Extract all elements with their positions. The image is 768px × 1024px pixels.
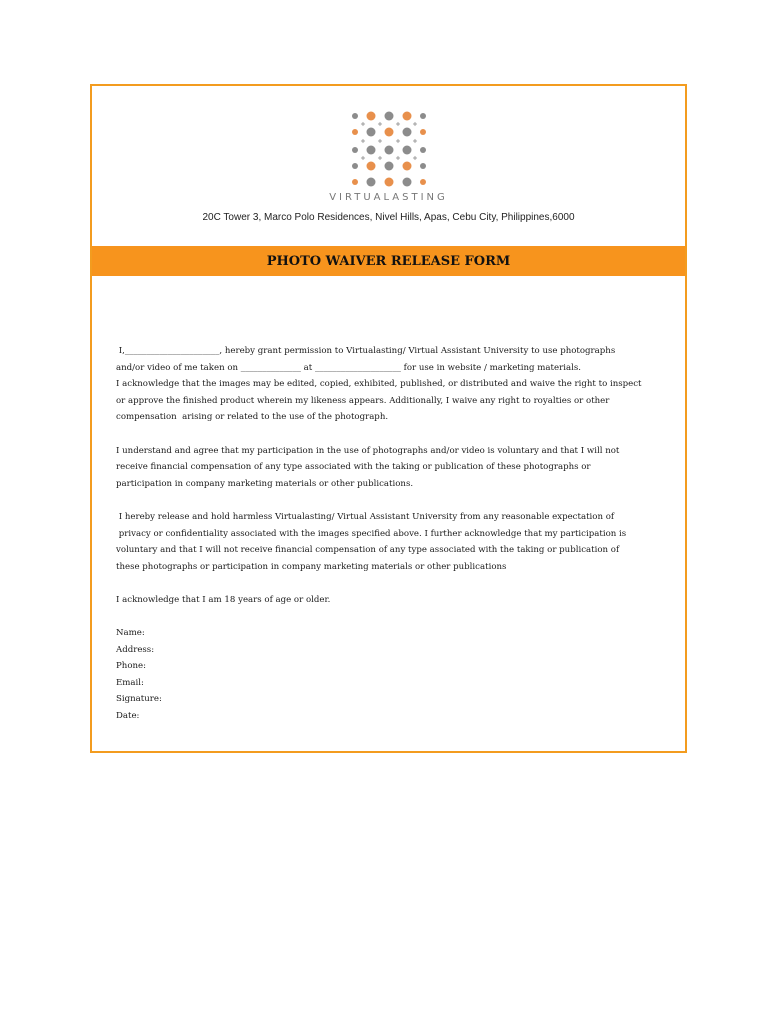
text-line: receive financial compensation of any type associated with the taking or publication of these photographs or (116, 462, 591, 473)
address-field-label: Address: (116, 644, 155, 655)
release-paragraph (116, 509, 655, 575)
text-line: compensation arising or related to the use of the photograph. (116, 412, 389, 423)
logo-dot (352, 147, 358, 153)
logo-diamond (360, 122, 364, 126)
logo-dot (384, 112, 393, 121)
logo-dot (352, 129, 358, 135)
text-line: I understand and agree that my participation in the use of photographs and/or video is voluntary and that I will not (116, 445, 620, 456)
name-field-label: Name: (116, 628, 145, 639)
signer-fields (116, 625, 655, 725)
text-line: I hereby release and hold harmless Virtualasting/ Virtual Assistant University from any reasonable expectation of (116, 511, 615, 522)
text-line: these photographs or participation in company marketing materials or other publications (116, 561, 507, 572)
title-band (92, 246, 685, 276)
logo-dot (366, 178, 375, 187)
logo-dot (420, 113, 426, 119)
form-title: PHOTO WAIVER RELEASE FORM (266, 253, 511, 269)
logo-dot (420, 129, 426, 135)
logo-dot (366, 112, 375, 121)
logo-dot (384, 128, 393, 137)
logo-diamond (360, 139, 364, 143)
logo-dot (384, 162, 393, 171)
company-address: 20C Tower 3, Marco Polo Residences, Nivel Hills, Apas, Cebu City, Philippines,6000 (202, 212, 575, 223)
company-logo (92, 108, 685, 203)
logo-dot (366, 146, 375, 155)
logo-dot (352, 113, 358, 119)
logo-dot (366, 128, 375, 137)
logo-dot (384, 178, 393, 187)
age-statement: I acknowledge that I am 18 years of age or older. (116, 594, 331, 605)
logo-dot (420, 147, 426, 153)
logo-diamond (377, 122, 381, 126)
logo-dot (352, 163, 358, 169)
logo-diamond (395, 139, 399, 143)
date-field-label: Date: (116, 711, 140, 722)
logo-dot (384, 146, 393, 155)
logo-diamond (412, 139, 416, 143)
text-line: I acknowledge that the images may be edited, copied, exhibited, published, or distributed and waive the right to inspect (116, 379, 642, 390)
logo-dot (420, 179, 426, 185)
logo-dot (402, 112, 411, 121)
waiver-form-page (90, 84, 687, 753)
logo-dot (420, 163, 426, 169)
email-field-label: Email: (116, 677, 144, 688)
logo-dot (402, 162, 411, 171)
logo-dot (352, 179, 358, 185)
signature-field-label: Signature: (116, 694, 162, 705)
logo-diamond (395, 156, 399, 160)
logo-dot (366, 162, 375, 171)
logo-wordmark: VIRTUALASTING (329, 192, 448, 203)
logo-diamond (377, 156, 381, 160)
permission-paragraph (116, 343, 655, 426)
logo-diamond (395, 122, 399, 126)
phone-field-label: Phone: (116, 661, 147, 672)
logo-dot (402, 128, 411, 137)
text-line: participation in company marketing materials or other publications. (116, 478, 414, 489)
logo-dot (402, 146, 411, 155)
text-line: I,______________________, hereby grant permission to Virtualasting/ Virtual Assistant University to use photographs (116, 346, 616, 356)
voluntary-paragraph (116, 443, 655, 493)
logo-diamond (412, 122, 416, 126)
form-body (116, 343, 655, 725)
text-line: or approve the finished product wherein my likeness appears. Additionally, I waive any right to royalties or other (116, 395, 610, 406)
logo-diamond (360, 156, 364, 160)
logo-dot (402, 178, 411, 187)
virtualasting-logo-mark (349, 108, 429, 188)
logo-diamond (377, 139, 381, 143)
logo-diamond (412, 156, 416, 160)
text-line: voluntary and that I will not receive financial compensation of any type associated with the taking or publication of (116, 545, 620, 556)
text-line: and/or video of me taken on ______________ at ____________________ for use in website / marketing materials. (116, 362, 581, 373)
text-line: privacy or confidentiality associated with the images specified above. I further acknowledge that my participation is (116, 528, 627, 539)
